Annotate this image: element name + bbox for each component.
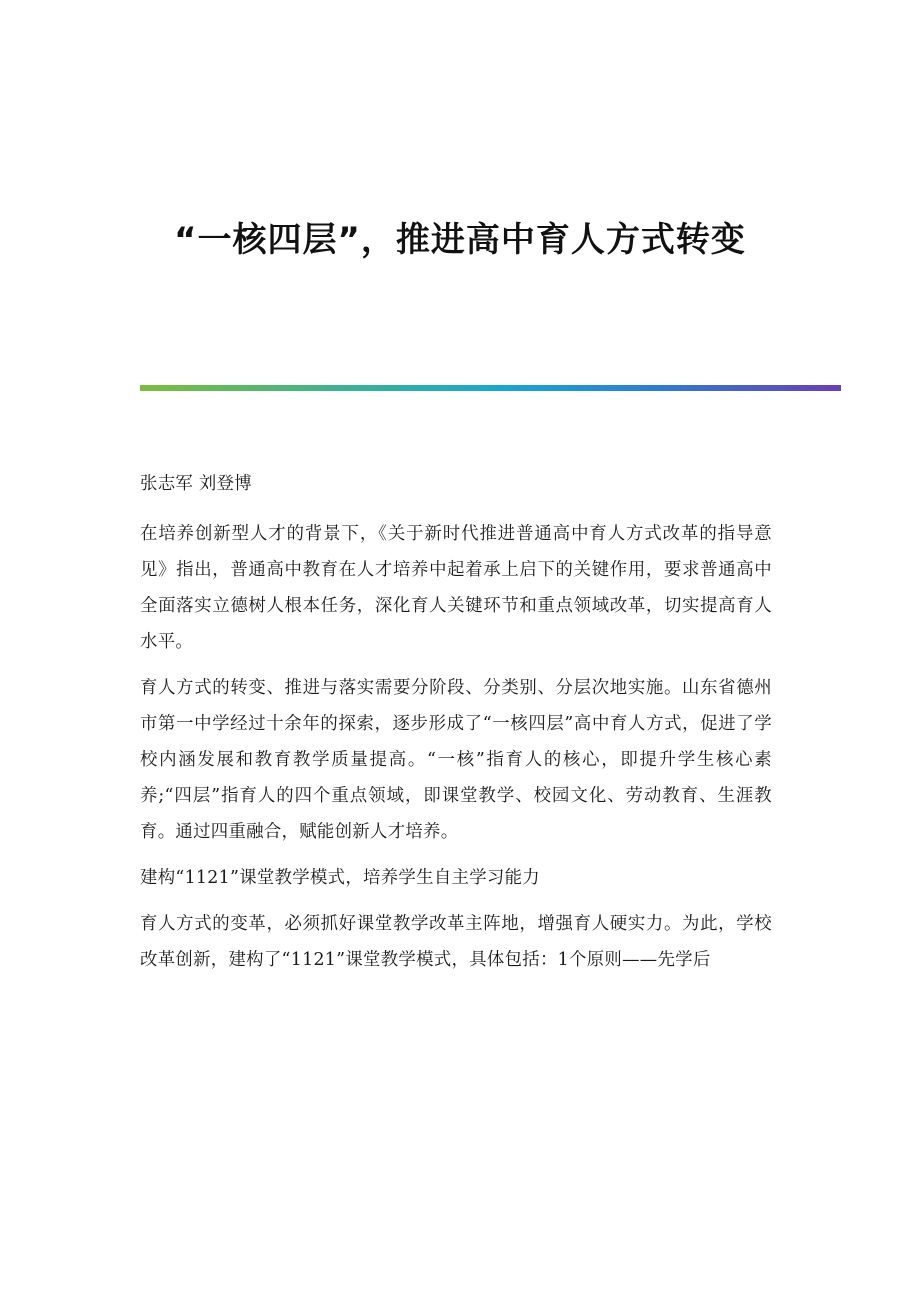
section-heading: 建构“1121”课堂教学模式，培养学生自主学习能力	[140, 868, 540, 888]
paragraph-classroom: 育人方式的变革，必须抓好课堂教学改革主阵地，增强育人硬实力。为此，学校改革创新，建构了“1121”课堂教学模式，具体包括：1个原则——先学后	[140, 914, 772, 970]
paragraph-intro: 在培养创新型人才的背景下，《关于新时代推进普通高中育人方式改革的指导意见》指出，普通高中教育在人才培养中起着承上启下的关键作用，要求普通高中全面落实立德树人根本任务，深化育人关键环节和重点领域改革，切实提高育人水平。	[140, 524, 772, 652]
paragraph-background: 育人方式的转变、推进与落实需要分阶段、分类别、分层次地实施。山东省德州市第一中学经过十余年的探索，逐步形成了“一核四层”高中育人方式，促进了学校内涵发展和教育教学质量提高。“一核”指育人的核心，即提升学生核心素养;“四层”指育人的四个重点领域，即课堂教学、校园文化、劳动教育、生涯教育。通过四重融合，赋能创新人才培养。	[140, 678, 772, 842]
title-divider	[140, 385, 841, 391]
document-title: “一核四层”，推进高中育人方式转变	[174, 220, 746, 260]
article-body	[140, 466, 772, 988]
author-line: 张志军 刘登博	[140, 474, 252, 494]
